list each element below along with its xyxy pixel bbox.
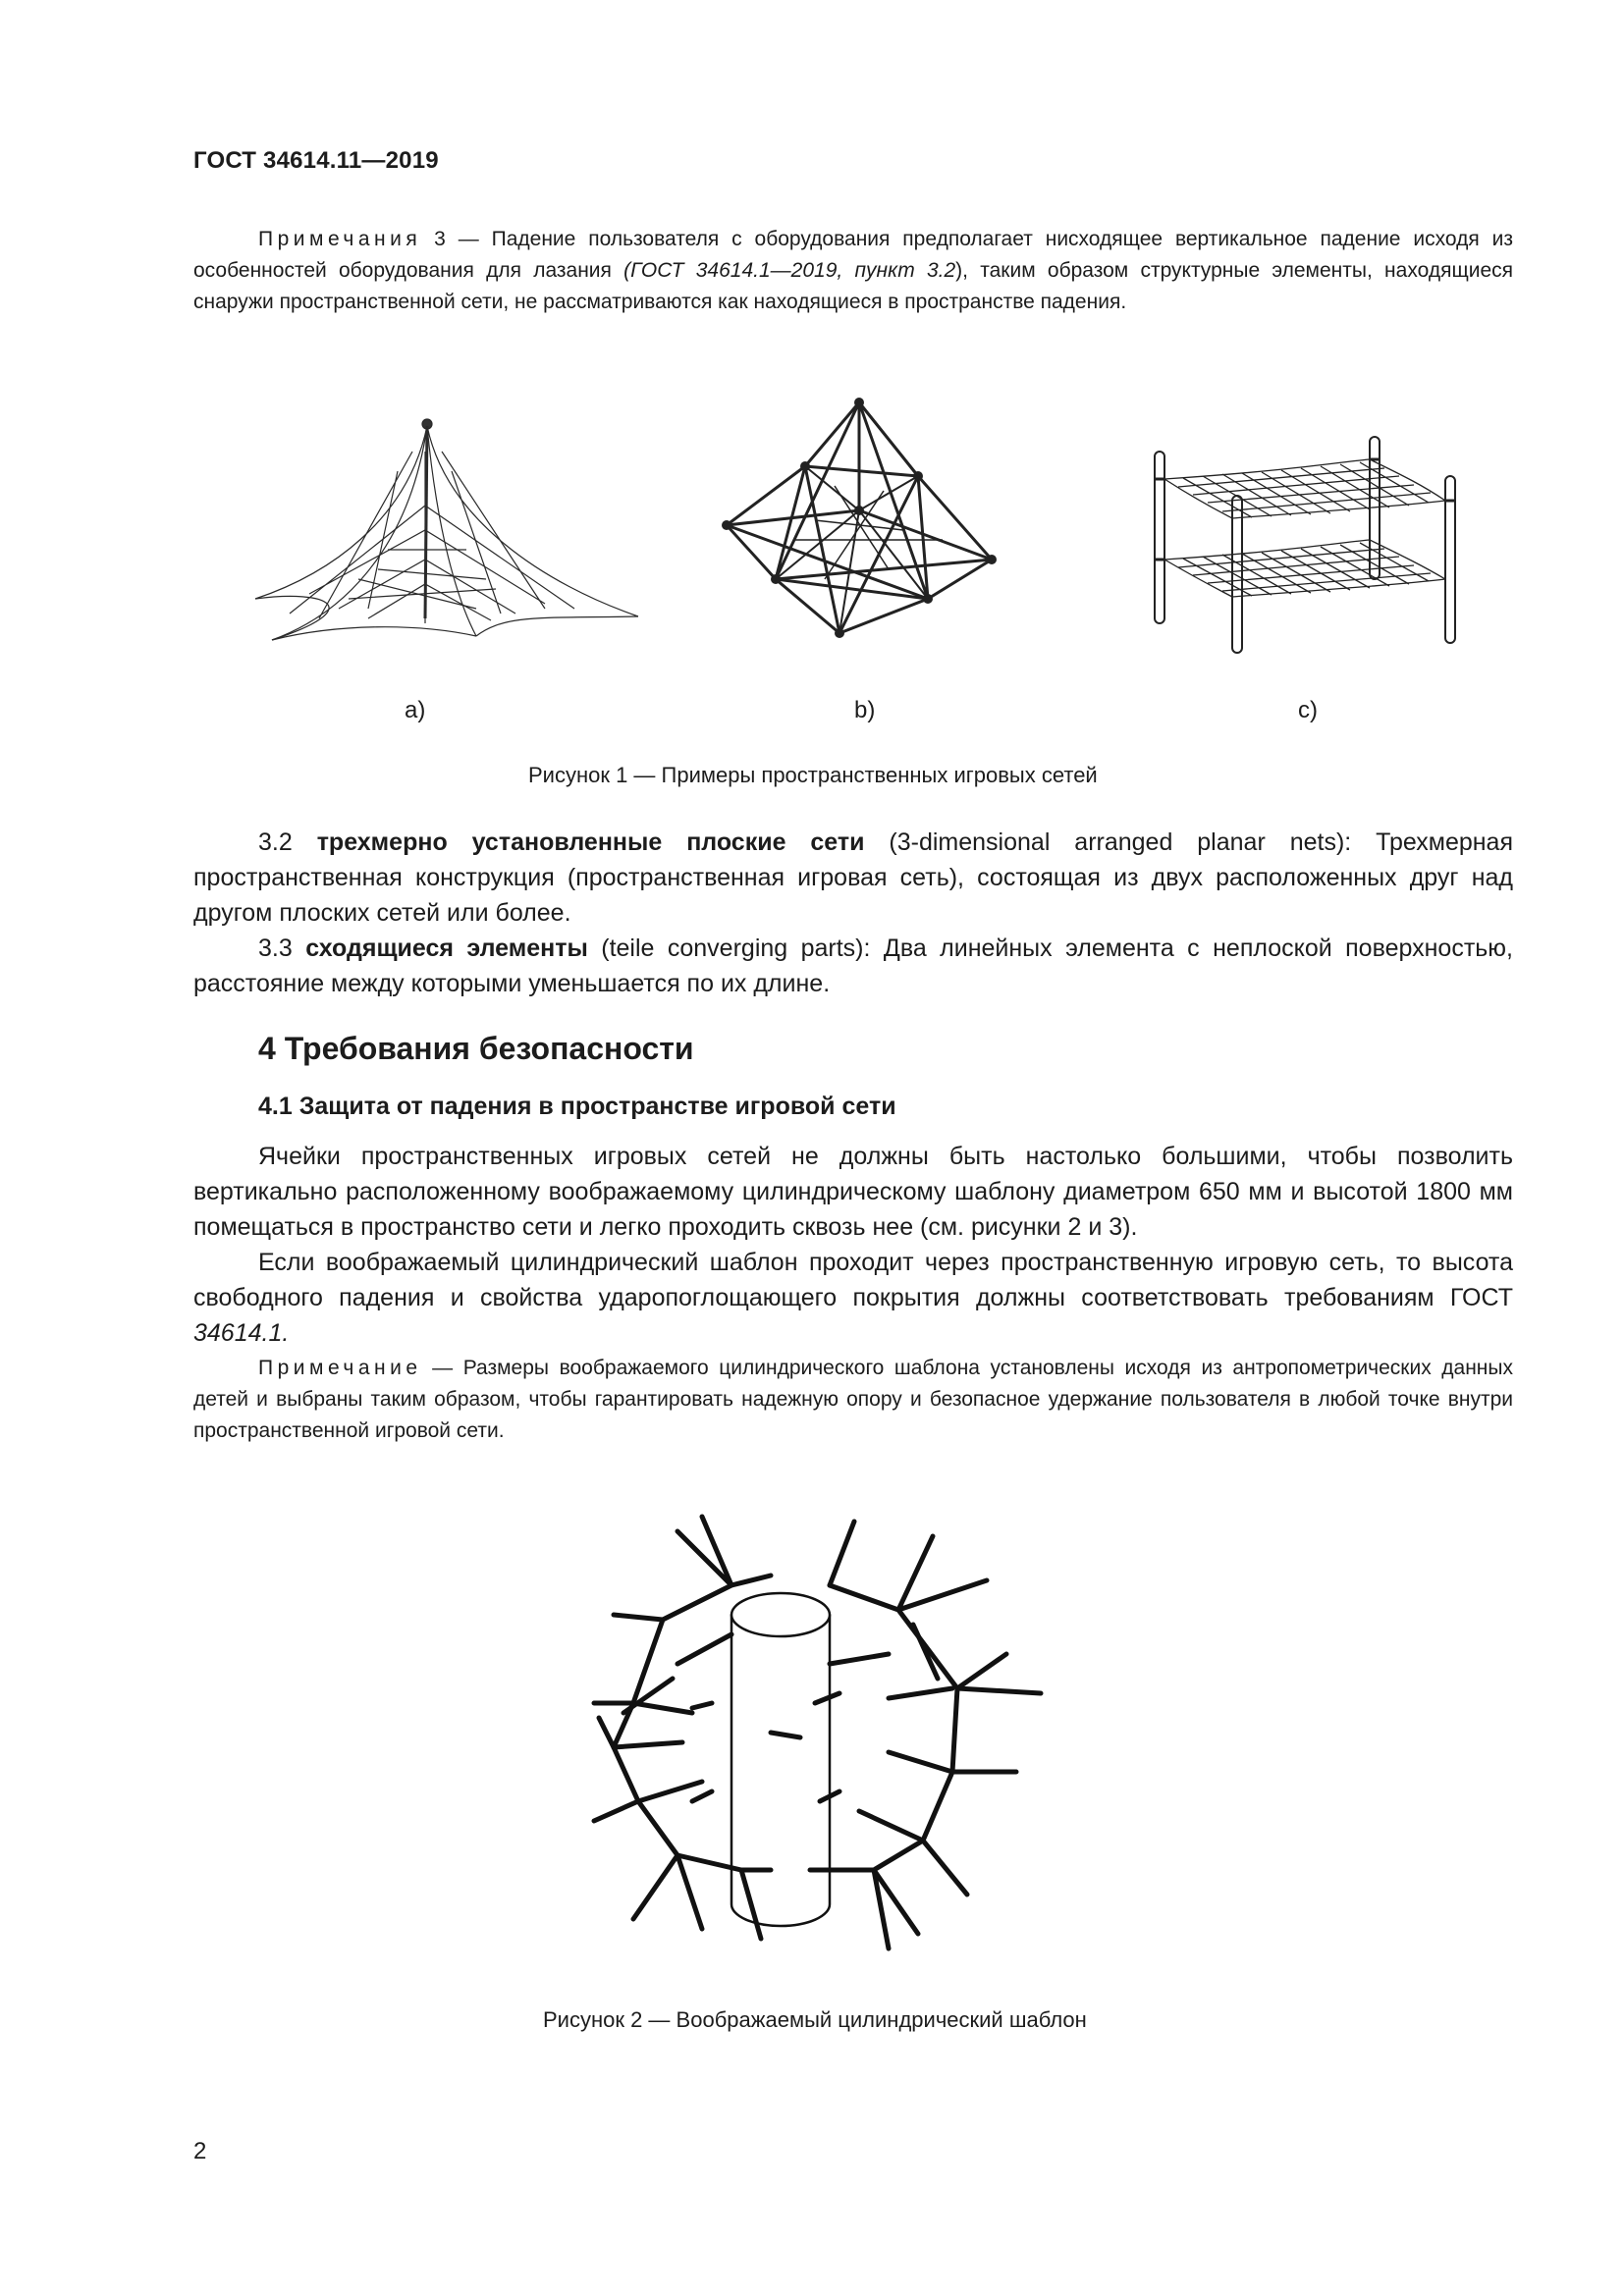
note-label: Примечания — [258, 228, 422, 250]
note-text-2: ), таким образом структурные элементы, находящиеся снаружи пространственной сети, не рассматриваются как находящиеся в пространстве падения. — [193, 259, 1513, 313]
figure-1c-stacked-nets — [1139, 432, 1473, 653]
paragraph-text: Если воображаемый цилиндрический шаблон проходит через пространственную игровую сеть, то высота свободного падения и свойства ударопоглощающего покрытия должны соответствовать требованиям ГОСТ — [193, 1249, 1513, 1311]
note-cylinder — [193, 1353, 1513, 1447]
figure-1-caption: Рисунок 1 — Примеры пространственных игровых сетей — [528, 763, 1098, 787]
figure-1a-pyramid-net — [250, 412, 643, 653]
note-reference: (ГОСТ 34614.1—2019, пункт 3.2 — [623, 259, 956, 282]
paragraph-3-3 — [193, 931, 1513, 1001]
paragraph-4-1-b — [193, 1245, 1513, 1351]
definition-text: (teile converging parts): Два линейных элемента с неплоской поверхностью, расстояние между которыми уменьшается по их длине. — [193, 934, 1513, 997]
note-label: Примечание — [258, 1357, 422, 1379]
paragraph-4-1-a — [193, 1139, 1513, 1245]
paragraph-text: Ячейки пространственных игровых сетей не должны быть настолько большими, чтобы позволить вертикально расположенному воображаемому цилиндрическому шаблону диаметром 650 мм и высотой 1800 мм помещаться в пространство сети и легко проходить сквозь нее (см. рисунки 2 и 3). — [193, 1143, 1513, 1241]
clause-number: 3.3 — [258, 934, 293, 962]
figure-1b-label: b) — [854, 697, 876, 723]
figure-1a-label: a) — [405, 697, 426, 723]
term: трехмерно установленные плоские сети — [316, 828, 865, 856]
page-number: 2 — [193, 2138, 207, 2164]
standard-reference: 34614.1. — [193, 1319, 290, 1347]
note-3 — [193, 224, 1513, 318]
section-heading: 4 Требования безопасности — [258, 1031, 694, 1066]
note-text: — Размеры воображаемого цилиндрического шаблона установлены исходя из антропометрических данных детей и выбраны таким образом, чтобы гарантировать надежную опору и безопасное удержание пользователя в любой точке внутри пространственной игровой сети. — [193, 1357, 1513, 1442]
subsection-heading: 4.1 Защита от падения в пространстве игровой сети — [258, 1093, 896, 1120]
clause-number: 3.2 — [258, 828, 293, 856]
term: сходящиеся элементы — [305, 934, 588, 962]
figure-1b-geometric-net — [717, 393, 1001, 648]
note-text-1: 3 — Падение пользователя с оборудования предполагает нисходящее вертикальное падение исходя из особенностей оборудования для лазания — [193, 228, 1513, 282]
document-header: ГОСТ 34614.11—2019 — [193, 147, 439, 174]
figure-1c-label: c) — [1298, 697, 1318, 723]
figure-2-cylinder-template — [594, 1507, 1105, 1978]
definition-text: (3-dimensional arranged planar nets): Трехмерная пространственная конструкция (пространственная игровая сеть), состоящая из двух расположенных друг над другом плоских сетей или более. — [193, 828, 1513, 927]
figure-2-caption: Рисунок 2 — Воображаемый цилиндрический шаблон — [543, 2007, 1087, 2032]
paragraph-3-2 — [193, 825, 1513, 931]
